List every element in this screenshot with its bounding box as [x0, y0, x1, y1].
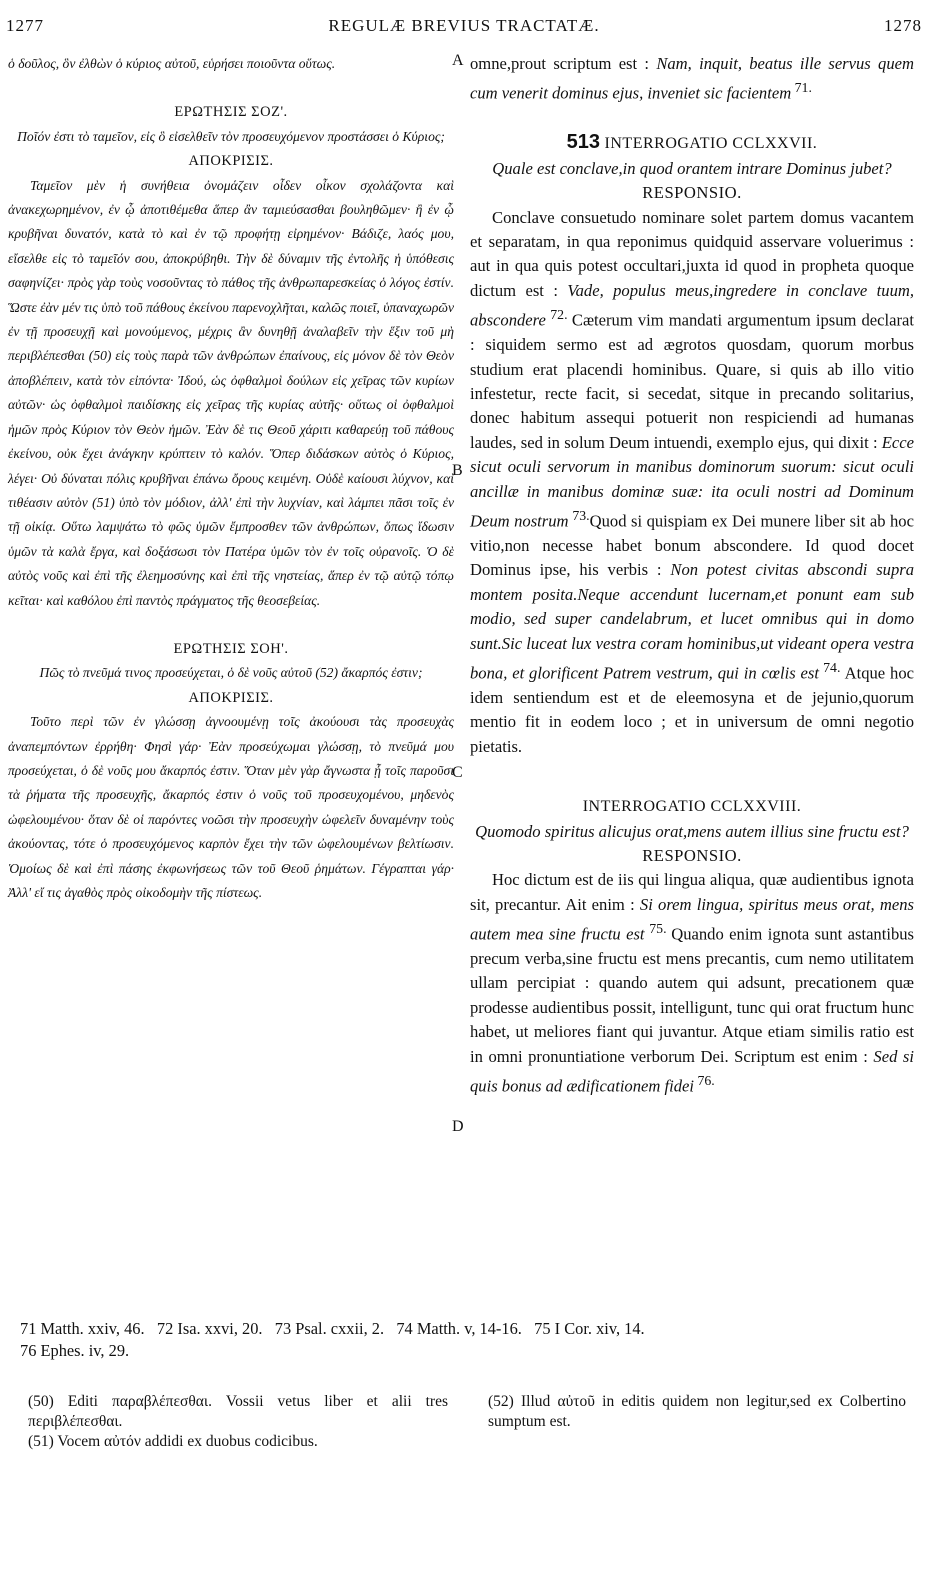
greek-q278-response: Τοῦτο περὶ τῶν ἐν γλώσσῃ ἀγνοουμένῃ τοῖς ἀκούουσι τὰς προσευχὰς ἀναπεμπόντων ἐρρήθη· Φησὶ γάρ· Ἐὰν προσεύχωμαι γλώσσῃ, τὸ πνεῦμά μου προσεύχεται, ὁ δὲ νοῦς μου ἄκαρπός ἐστιν. Ὅταν μὲν γὰρ ἄγνωστα ᾖ τοῖς παροῦσι τὰ ῥήματα τῆς προσευχῆς, ἄκαρπός ἐστιν ὁ νοῦς τοῦ προσευχομένου, μηδενὸς ὠφελουμένου· ὅταν δὲ οἱ παρόντες νοῶσι τὴν προσευχὴν ὠφελεῖν δυναμένην τοὺς ἀκούοντας, τότε ὁ προσευχόμενος καρπὸν ἔχει τὴν τῶν ὠφελουμένων βελτίωσιν. Ὁμοίως δὲ καὶ ἐπὶ πάσης ἐκφωνήσεως τῶν τοῦ Θεοῦ ῥημάτων. Γέγραπται γάρ· Ἀλλ' εἴ τις ἀγαθὸς πρὸς οἰκοδομὴν τῆς πίστεως. [8, 714, 454, 900]
greek-q277-title: ΕΡΩΤΗΣΙΣ ΣΟΖ'. [174, 104, 288, 121]
margin-letter-c: C [452, 764, 463, 781]
references-line-1: 71 Matth. xxiv, 46. 72 Isa. xxvi, 20. 73 Psal. cxxii, 2. 74 Matth. v, 14-16. 75 I Cor. xiv, 14. [20, 1319, 645, 1338]
greek-q277-question: Ποῖόν ἐστι τὸ ταμεῖον, εἰς ὃ εἰσελθεῖν τὸν προσευχόμενον προστάσσει ὁ Κύριος; [17, 128, 445, 144]
greek-q277-response: Ταμεῖον μὲν ἡ συνήθεια ὀνομάζειν οἶδεν οἶκον σχολάζοντα καὶ ἀνακεχωρημένον, ἐν ᾧ ἀποτιθέμεθα ἅπερ ἂν ταμιεύσασθαι βουληθῶμεν· ἢ ἐν ᾧ κρυβῆναι δυνατόν, κατὰ τὸ καὶ ἐν τῷ προφήτῃ εἰρημένον· Βάδιζε, λαός μου, εἴσελθε εἰς τὸ ταμεῖόν σου, ἀποκρύβηθι. Τὴν δὲ δύναμιν τῆς ἐντολῆς ἡ ὑπόθεσις σαφηνίζει· πρὸς γὰρ τοὺς νοσοῦντας τὸ πάθος τῆς ἀνθρωπαρεσκείας ὁ λόγος ἐστίν. Ὥστε ἐὰν μέν τις ὑπὸ τοῦ πάθους ἐκείνου παρενοχλῆται, καλῶς ποιεῖ, ὑπαναχωρῶν ἐν τῇ προσευχῇ καὶ μονούμενος, μέχρις ἂν δυνηθῇ ἀναλαβεῖν τὴν ἕξιν τοῦ μὴ περιβλέπεσθαι (50) εἰς τοὺς παρὰ τῶν ἀνθρώπων ἐπαίνους, εἰς μόνον δὲ τὸν Θεὸν ἀποβλέπειν, κατὰ τὸν εἰπόντα· Ἰδού, ὡς ὀφθαλμοὶ δούλων εἰς χεῖρας τῶν κυρίων αὐτῶν· ὡς ὀφθαλμοὶ παιδίσκης εἰς χεῖρας τῆς κυρίας αὐτῆς· οὕτως οἱ ὀφθαλμοὶ ἡμῶν πρὸς Κύριον τὸν Θεὸν ἡμῶν. Ἐὰν δὲ τις Θεοῦ χάριτι καθαρεύῃ τοῦ πάθους ἐκείνου, οὐκ ἔχει ἀνάγκην κρύπτειν τὸ καλόν. Ὅπερ διδάσκων αὐτὸς ὁ Κύριος, λέγει· Οὐ δύναται πόλις κρυβῆναι ἐπάνω ὄρους κειμένη. Οὐδὲ καίουσι λύχνον, καὶ τιθέασιν αὐτὸν (51) ὑπὸ τὸν μόδιον, ἀλλ' ἐπὶ τὴν λυχνίαν, καὶ λάμπει πᾶσι τοῖς ἐν τῇ οἰκίᾳ. Οὕτω λαμψάτω τὸ φῶς ὑμῶν ἔμπροσθεν τῶν ἀνθρώπων, ὅπως ἴδωσιν ὑμῶν τὰ καλὰ ἔργα, καὶ δοξάσωσι τὸν Πατέρα ὑμῶν τὸν ἐν τοῖς οὐρανοῖς. Ὁ δὲ αὐτὸς νοῦς καὶ ἐπὶ τῆς ἐλεημοσύνης καὶ ἐπὶ τῆς νηστείας, ἅπερ ἐν τῷ αὐτῷ τόπῳ κεῖται· καὶ καθόλου ἐπὶ παντὸς πράγματος τῆς θεοσεβείας. [8, 177, 454, 608]
greek-q278-title: ΕΡΩΤΗΣΙΣ ΣΟΗ'. [173, 640, 289, 657]
running-title: REGULÆ BREVIUS TRACTATÆ. [328, 16, 600, 35]
references-line-2: 76 Ephes. iv, 29. [20, 1341, 130, 1360]
page-number-left: 1277 [6, 16, 44, 35]
latin-top-plain: omne,prout scriptum est : [470, 54, 657, 73]
greek-q277-response-title: ΑΠΟΚΡΙΣΙΣ. [188, 153, 274, 170]
latin-top-text [470, 52, 914, 106]
margin-letter-d: D [452, 1118, 464, 1135]
latin-q277-title-text: INTERROGATIO CCLXXVII. [604, 135, 818, 153]
latin-q278-title: INTERROGATIO CCLXXVIII. [582, 798, 802, 816]
latin-q277-quote3: Non potest civitas abscondi supra montem posita.Neque accendunt lucernam,et ponunt eam sub modio, sed super candelabrum, et lucet omnibus qui in domo sunt.Sic luceat lux vestra coram hominibus,ut videant opera vestra bona, et glorificent Patrem vestrum, qui in cœlis est [470, 560, 915, 683]
latin-column [470, 52, 914, 1099]
latin-q277-quote1: Vade, populus meus,ingredere in conclave tuum, abscondere [470, 280, 915, 330]
greek-q278-question: Πῶς τὸ πνεῦμά τινος προσεύχεται, ὁ δὲ νοῦς αὐτοῦ (52) ἄκαρπός ἐστιν; [39, 665, 423, 681]
latin-q277-response [470, 206, 914, 760]
latin-q277-p4: Atque hoc idem sentiendum est et de eleemosyna et de jejunio,quorum mentio fit in eodem loco ; et in universum de omni negotio pietatis. [470, 663, 914, 756]
latin-q278-response-title: RESPONSIO. [642, 845, 742, 865]
running-header [6, 16, 922, 38]
latin-q278-response [470, 868, 914, 1099]
latin-top-note: 71. [791, 80, 812, 96]
latin-note-73: 73. [568, 507, 590, 523]
greek-column [8, 52, 454, 905]
page-number-right: 1278 [884, 16, 922, 35]
margin-letter-a: A [452, 52, 464, 69]
scripture-references [20, 1318, 920, 1362]
latin-q278-p1: Hoc dictum est de iis qui lingua aliqua, quæ audientibus ignota sit, precantur. Ait enim : [470, 870, 914, 914]
latin-top-quote: Nam, inquit, beatus ille servus quem cum venerit dominus ejus, inveniet sic facientem [470, 54, 914, 103]
latin-q278-quote2: Sed si quis bonus ad ædificationem fidei [470, 1046, 914, 1096]
latin-q277-p3: Quod si quispiam ex Dei munere liber sit ab hoc vitio,non necesse habet bonum abscondere. Id quod docet Dominus ipse, his verbis : [470, 511, 914, 580]
footnote-50: (50) Editi παραβλέπεσθαι. Vossii vetus liber et alii tres περιβλέπεσθαι. [28, 1393, 448, 1430]
latin-q277-p1: Conclave consuetudo nominare solet partem domus vacantem et separatam, in qua reponimus quidquid asservare voluerimus : aut in qua quis potest occultari,juxta id quod in propheta quoque dictum est : [470, 207, 914, 300]
latin-note-76: 76. [694, 1073, 715, 1089]
footnote-52: (52) Illud αὐτοῦ in editis quidem non legitur,sed ex Colbertino sumptum est. [488, 1393, 906, 1430]
latin-q277-quote2: Ecce sicut oculi servorum in manibus dominorum suorum: sicut oculi ancillæ in manibus dominæ suæ: ita oculi nostri ad Dominum Deum nostrum [470, 432, 914, 531]
footnotes-right [488, 1392, 906, 1432]
footnote-51: (51) Vocem αὐτόν addidi ex duobus codicibus. [28, 1433, 318, 1450]
latin-note-74: 74. [818, 659, 845, 675]
margin-letter-b: B [452, 462, 463, 479]
latin-note-72: 72. [545, 307, 572, 323]
greek-q278-response-title: ΑΠΟΚΡΙΣΙΣ. [188, 689, 274, 706]
footnotes-left [28, 1392, 448, 1452]
latin-q278-p2: Quando enim ignota sunt astantibus precum verba,sine fructu est mens precantis, cum nemo utilitatem ullam percipiat : quando autem qui adsunt, precationem quæ prodesse audientibus possit, intelligunt, tunc qui orat fructum hunc habet, ut meliores fiant qui juvantur. Atque etiam similis ratio est in omni pronuntiatione verborum Dei. Scriptum est enim : [470, 924, 914, 1066]
latin-note-75: 75. [644, 921, 672, 937]
latin-q277-title [470, 130, 914, 156]
latin-q277-response-title: RESPONSIO. [642, 183, 742, 203]
latin-q278-question: Quomodo spiritus alicujus orat,mens autem illius sine fructu est? [475, 821, 909, 841]
latin-q278-quote1: Si orem lingua, spiritus meus orat, mens autem mea sine fructu est [470, 894, 915, 944]
latin-q277-question: Quale est conclave,in quod orantem intrare Dominus jubet? [492, 158, 892, 178]
greek-top-text: ὁ δοῦλος, ὃν ἐλθὼν ὁ κύριος αὐτοῦ, εὑρήσει ποιοῦντα οὕτως. [8, 56, 336, 71]
latin-q277-p2: Cæterum vim mandati argumentum ipsum declarat : siquidem sermo est ad ægrotos quosdam, quorum morbus studium erat placendi hominibus. Quare, si quis ab illo vitio infestetur, recte facit, si secedat, sitque in precando solitarius, donec habitum assequi potuerit non respiciendi ad humanas laudes, sed in solum Deum intuendi, exemplo ejus, qui dixit : [470, 310, 914, 452]
column-number: 513 [566, 131, 601, 154]
